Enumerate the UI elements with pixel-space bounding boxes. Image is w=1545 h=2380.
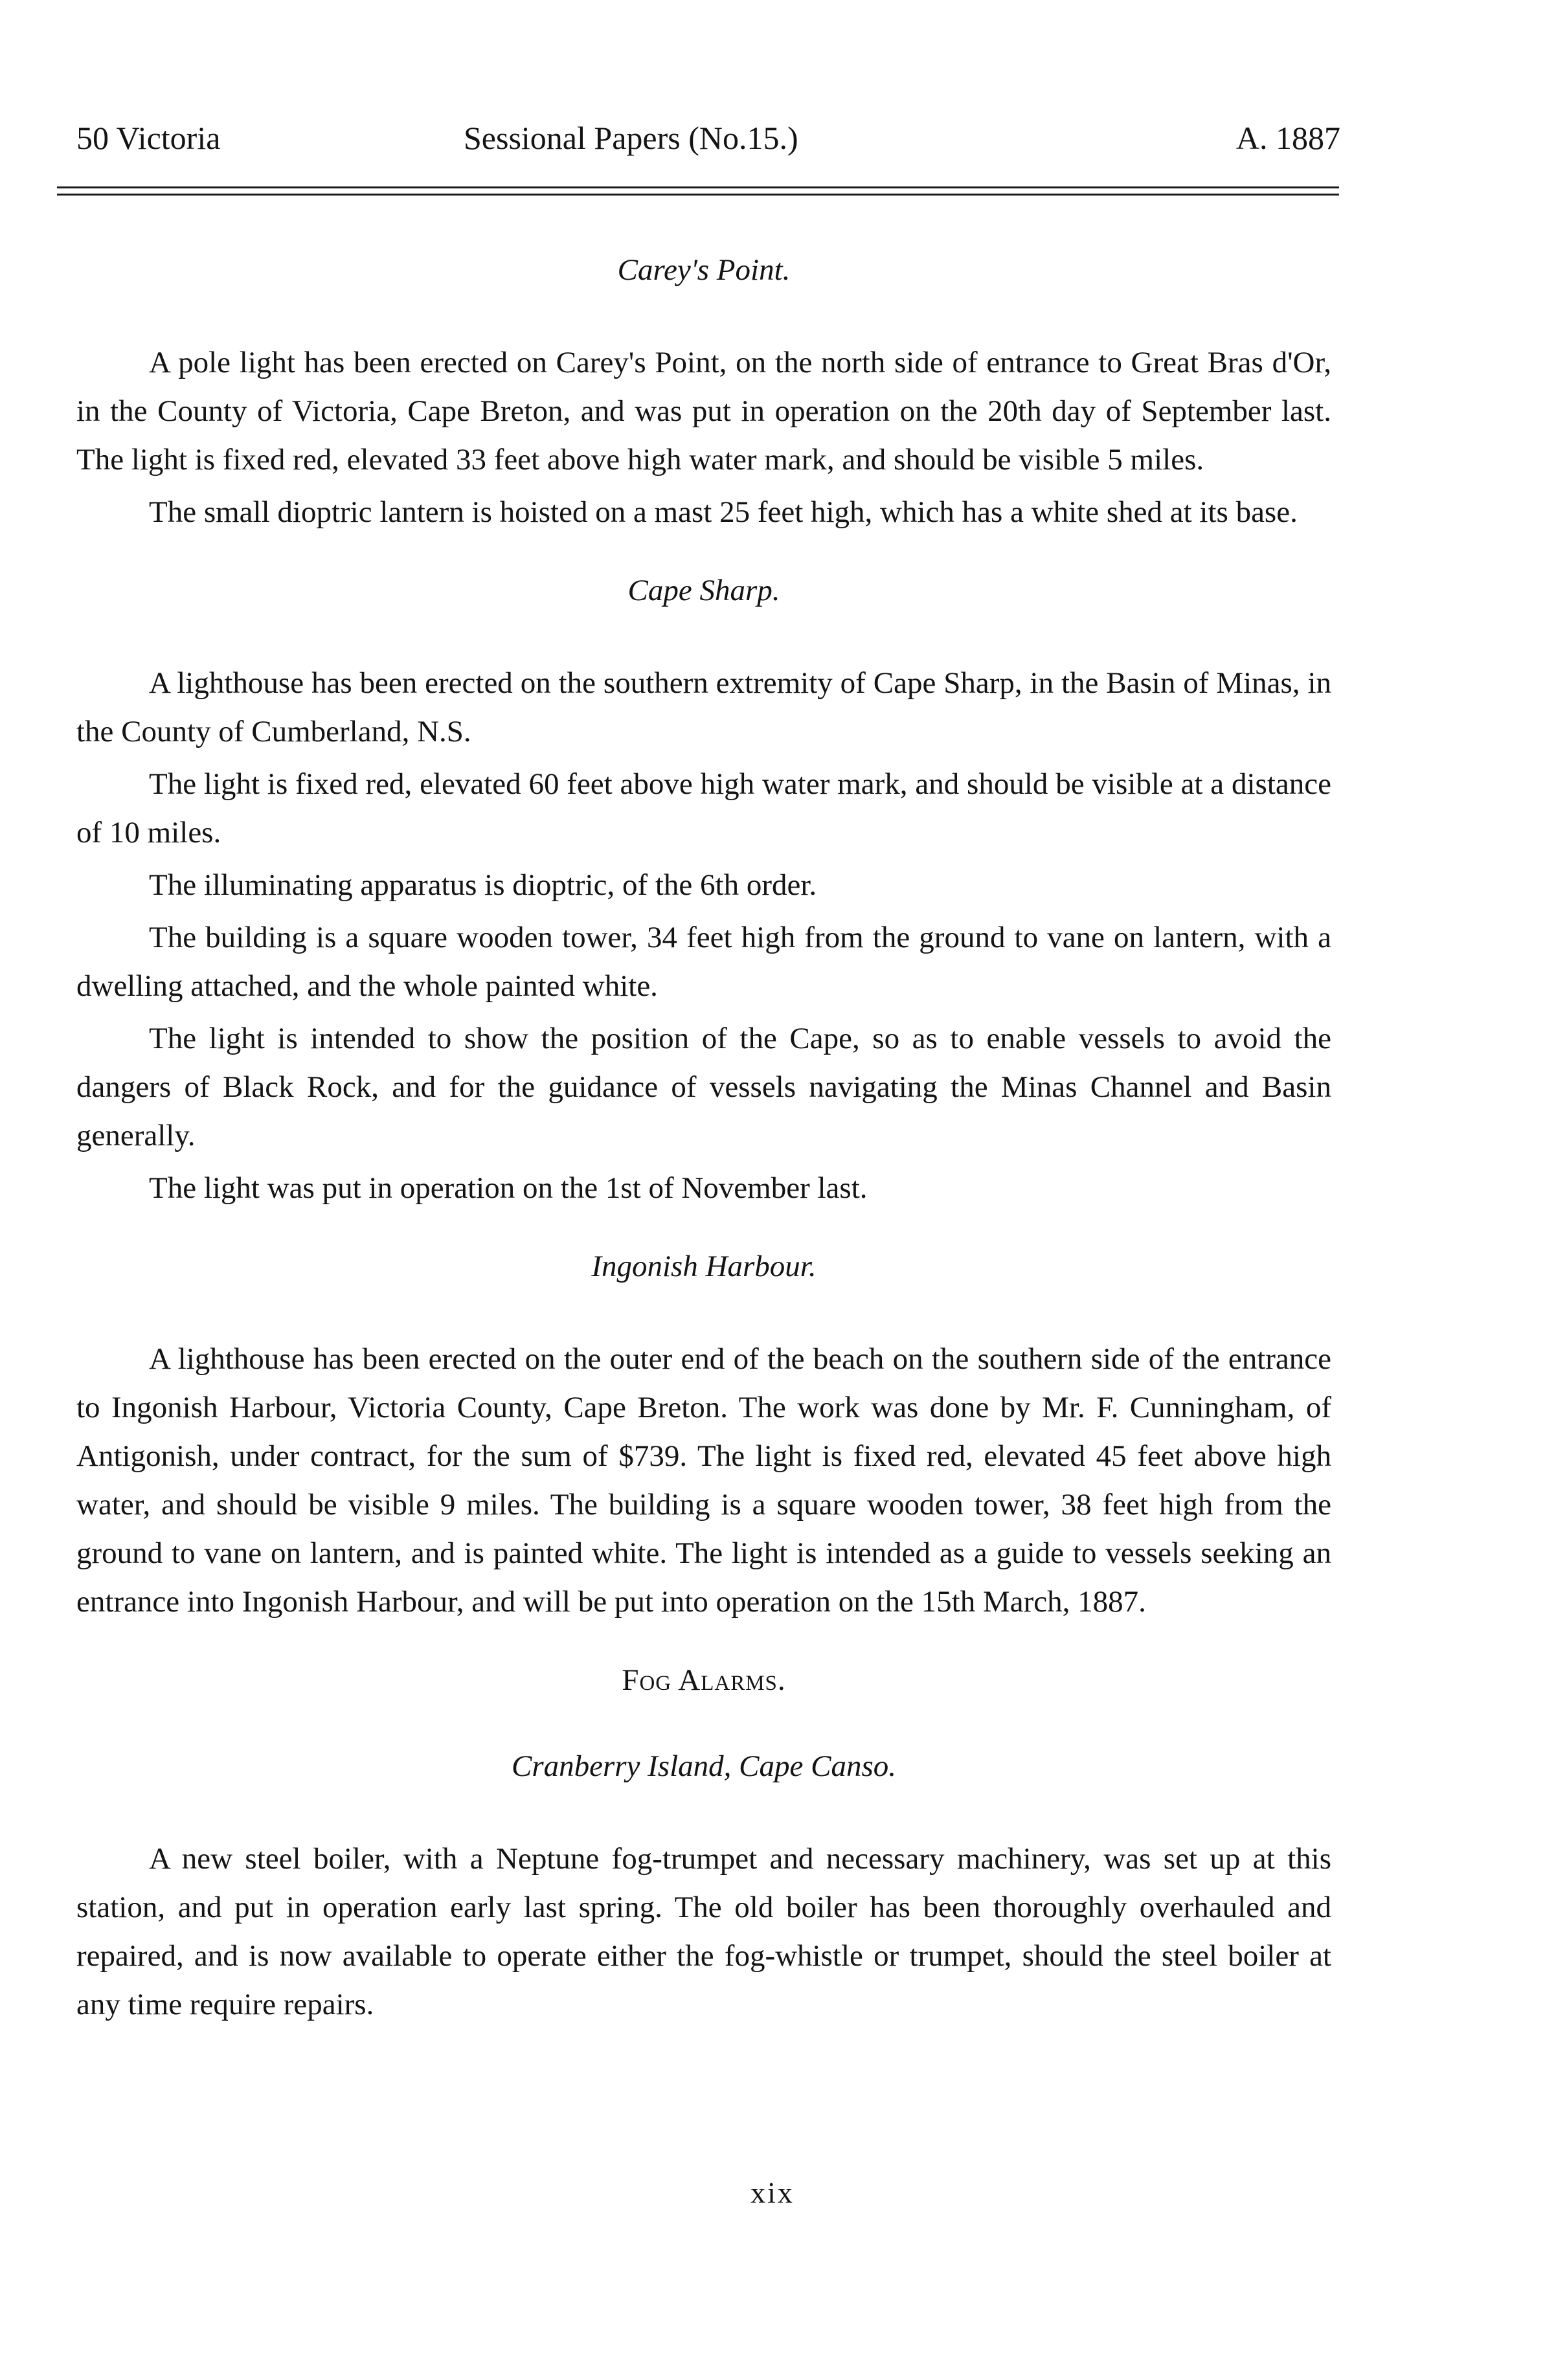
header-volume: 50 Victoria xyxy=(76,120,221,156)
header-rule-bottom xyxy=(57,194,1339,196)
paragraph: A lighthouse has been erected on the southern extremity of Cape Sharp, in the Basin of Minas, in the County of Cumberland, N.S. xyxy=(76,666,1331,748)
paragraph: A new steel boiler, with a Neptune fog-trumpet and necessary machinery, was set up at this station, and put in operation early last spring. The old boiler has been thoroughly overhauled and repaired, and is now available to operate either the fog-whistle or trumpet, should the steel boiler at any time require repairs. xyxy=(76,1842,1331,2021)
section-heading-fog-alarms: Fog Alarms. xyxy=(622,1663,786,1697)
section-heading-careys-point: Carey's Point. xyxy=(617,253,791,287)
header-year: A. 1887 xyxy=(1235,120,1340,156)
paragraph: A pole light has been erected on Carey's Point, on the north side of entrance to Great Bras d'Or, in the County of Victoria, Cape Breton, and was put in operation on the 20th day of September last. The light is fixed red, elevated 33 feet above high water mark, and should be visible 5 miles. xyxy=(76,346,1331,477)
section-heading-cape-sharp: Cape Sharp. xyxy=(627,574,780,607)
page-folio: xix xyxy=(750,2176,795,2209)
paragraph: A lighthouse has been erected on the outer end of the beach on the southern side of the entrance to Ingonish Harbour, Victoria County, Cape Breton. The work was done by Mr. F. Cunningham, of Antigonish, under contract, for the sum of $739. The light is fixed red, elevated 45 feet above high water, and should be visible 9 miles. The building is a square wooden tower, 38 feet high from the ground to vane on lantern, and is painted white. The light is intended as a guide to vessels seeking an entrance into Ingonish Harbour, and will be put into operation on the 15th March, 1887. xyxy=(76,1342,1331,1619)
paragraph: The light is fixed red, elevated 60 feet above high water mark, and should be visible at a distance of 10 miles. xyxy=(76,767,1331,849)
paragraph: The small dioptric lantern is hoisted on a mast 25 feet high, which has a white shed at its base. xyxy=(149,495,1298,529)
section-heading-ingonish-harbour: Ingonish Harbour. xyxy=(591,1250,817,1283)
running-header xyxy=(76,109,1340,167)
paragraph: The illuminating apparatus is dioptric, of the 6th order. xyxy=(149,868,817,902)
paragraph: The light is intended to show the position of the Cape, so as to enable vessels to avoid the dangers of Black Rock, and for the guidance of vessels navigating the Minas Channel and Basin generally. xyxy=(76,1022,1331,1152)
section-heading-cranberry-island: Cranberry Island, Cape Canso. xyxy=(511,1749,897,1783)
header-rule-top xyxy=(57,186,1339,188)
paragraph: The building is a square wooden tower, 34 feet high from the ground to vane on lantern, with a dwelling attached, and the whole painted white. xyxy=(76,921,1331,1003)
header-title: Sessional Papers (No.15.) xyxy=(464,120,798,156)
page-body xyxy=(76,246,1331,2029)
paragraph: The light was put in operation on the 1st of November last. xyxy=(149,1171,868,1205)
